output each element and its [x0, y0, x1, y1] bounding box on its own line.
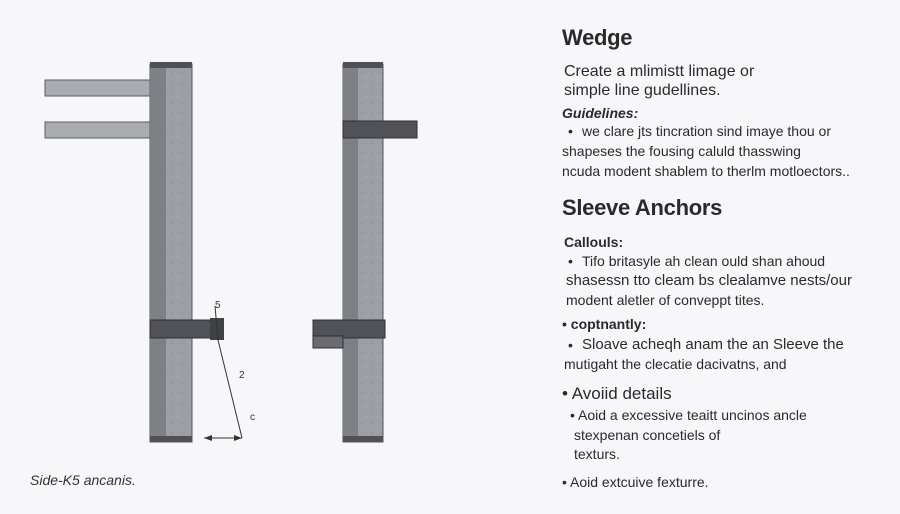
right-lower-bracket-tab: [313, 336, 343, 348]
avoid-details-title: • Avoiid details: [562, 384, 672, 403]
wedge-title: Wedge: [562, 25, 633, 50]
callout-arrowhead-right: [234, 435, 242, 441]
guidelines-line-1: we clare jts tincration sind imaye thou or: [582, 123, 831, 139]
intro-line-1: Create a mlimistt limage or: [564, 63, 755, 80]
right-post-base: [343, 436, 383, 442]
coptnantly-line-1: Sloave acheqh anam the an Sleeve the: [582, 336, 844, 353]
callouts-line-2: shasessn tto cleam bs clealamve nests/our: [566, 272, 852, 289]
right-upper-bracket: [343, 121, 417, 138]
callout-arrowhead: [204, 435, 212, 441]
coptnantly-line-2: mutigaht the clecatie dacivatns, and: [564, 356, 787, 372]
callouts-label: Callouls:: [564, 234, 624, 250]
right-post-cap: [343, 62, 383, 68]
label-2: 2: [239, 370, 245, 381]
left-post-cap: [150, 62, 192, 68]
avoid-line-1: • Aoid a excessive teaitt uncinos ancle: [570, 407, 807, 423]
coptnantly-bullet: •: [568, 337, 573, 353]
guidelines-label: Guidelines:: [562, 105, 639, 121]
label-c: c: [250, 412, 255, 423]
label-5: 5: [215, 300, 221, 311]
avoid-line-2: stexpenan concetiels of: [574, 427, 721, 443]
callouts-line-3: modent aletler of conveppt tites.: [566, 292, 765, 308]
coptnantly-label: • coptnantly:: [562, 316, 647, 332]
figure-caption: Side-K5 ancanis.: [30, 472, 136, 488]
final-line: • Aoid extcuive fexturre.: [562, 474, 709, 490]
left-post-shade: [150, 64, 166, 442]
guidelines-line-3: ncuda modent shablem to therlm motloectors..: [562, 163, 850, 179]
guidelines-line-2: shapeses the fousing caluld thasswing: [562, 143, 801, 159]
intro-line-2: simple line gudellines.: [564, 82, 721, 99]
left-post-base: [150, 436, 192, 442]
right-lower-bracket: [313, 320, 385, 338]
avoid-line-3: texturs.: [574, 446, 620, 462]
sleeve-anchors-title: Sleeve Anchors: [562, 195, 723, 220]
callouts-line-1: Tifo britasyle ah clean ould shan ahoud: [582, 253, 826, 269]
guidelines-bullet: •: [568, 123, 573, 139]
callouts-bullet: •: [568, 253, 573, 269]
notes-panel: [562, 0, 892, 514]
callout-leader-diagonal: [218, 340, 242, 438]
